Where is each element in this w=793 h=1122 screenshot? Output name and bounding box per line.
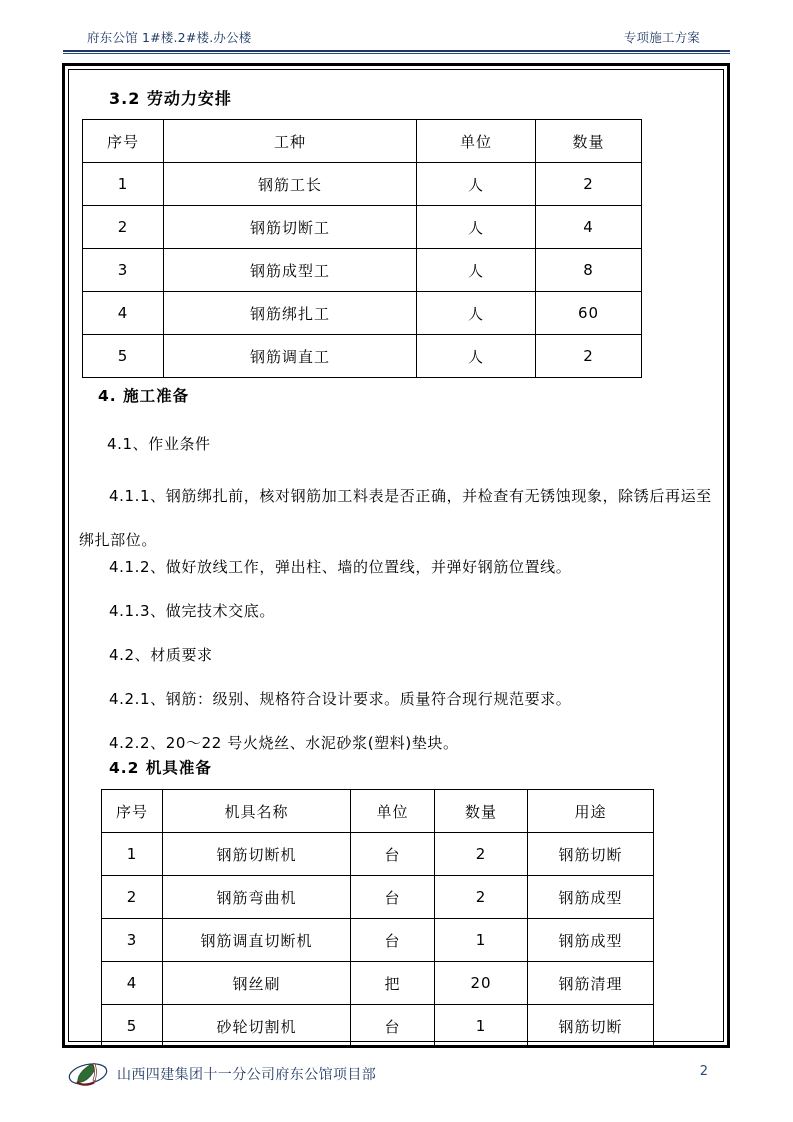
table-row xyxy=(102,962,654,1005)
table-header-row xyxy=(83,120,642,163)
cell-unit: 人 xyxy=(417,249,536,292)
table-row xyxy=(102,833,654,876)
company-leaf-ellipse-logo-icon xyxy=(66,1060,110,1090)
heading-labor-arrangement: 3.2 劳动力安排 xyxy=(109,89,232,108)
cell-qty: 8 xyxy=(536,249,642,292)
cell-unit: 把 xyxy=(351,962,435,1005)
heading-construction-preparation: 4. 施工准备 xyxy=(98,387,190,405)
cell-unit: 人 xyxy=(417,292,536,335)
table-row xyxy=(83,249,642,292)
cell-equipment: 钢丝刷 xyxy=(163,962,351,1005)
cell-unit: 台 xyxy=(351,833,435,876)
equipment-preparation-table xyxy=(101,789,654,1048)
cell-unit: 台 xyxy=(351,919,435,962)
heading-material-requirements: 4.2、材质要求 xyxy=(109,646,213,664)
cell-index: 5 xyxy=(83,335,164,378)
cell-usage: 钢筋切断 xyxy=(528,833,654,876)
cell-unit: 台 xyxy=(351,1005,435,1048)
cell-index: 4 xyxy=(83,292,164,335)
cell-unit: 人 xyxy=(417,163,536,206)
heading-equipment-preparation: 4.2 机具准备 xyxy=(109,759,212,777)
cell-index: 1 xyxy=(102,833,163,876)
table-header-row xyxy=(102,790,654,833)
table-row xyxy=(102,876,654,919)
heading-working-conditions: 4.1、作业条件 xyxy=(107,435,211,453)
column-header-usage: 用途 xyxy=(528,790,654,833)
cell-qty: 1 xyxy=(435,919,528,962)
cell-index: 2 xyxy=(102,876,163,919)
column-header-qty: 数量 xyxy=(435,790,528,833)
cell-equipment: 钢筋调直切断机 xyxy=(163,919,351,962)
header-divider-rule xyxy=(63,50,730,54)
paragraph-4-1-2: 4.1.2、做好放线工作，弹出柱、墙的位置线，并弹好钢筋位置线。 xyxy=(109,558,572,576)
paragraph-4-2-1: 4.2.1、钢筋：级别、规格符合设计要求。质量符合现行规范要求。 xyxy=(109,690,572,708)
cell-trade: 钢筋成型工 xyxy=(164,249,417,292)
footer-page-number: 2 xyxy=(699,1064,708,1079)
table-row xyxy=(102,1005,654,1048)
cell-unit: 台 xyxy=(351,876,435,919)
cell-qty: 4 xyxy=(536,206,642,249)
cell-equipment: 钢筋切断机 xyxy=(163,833,351,876)
cell-equipment: 砂轮切割机 xyxy=(163,1005,351,1048)
column-header-unit: 单位 xyxy=(351,790,435,833)
column-header-unit: 单位 xyxy=(417,120,536,163)
cell-qty: 20 xyxy=(435,962,528,1005)
cell-trade: 钢筋切断工 xyxy=(164,206,417,249)
paragraph-4-1-1: 4.1.1、钢筋绑扎前，核对钢筋加工料表是否正确，并检查有无锈蚀现象，除锈后再运至绑扎部位。 xyxy=(79,487,712,549)
running-footer xyxy=(63,1060,730,1094)
cell-qty: 1 xyxy=(435,1005,528,1048)
cell-trade: 钢筋工长 xyxy=(164,163,417,206)
cell-qty: 2 xyxy=(536,335,642,378)
cell-index: 1 xyxy=(83,163,164,206)
paragraph-4-2-2: 4.2.2、20～22 号火烧丝、水泥砂浆(塑料)垫块。 xyxy=(109,734,459,752)
cell-equipment: 钢筋弯曲机 xyxy=(163,876,351,919)
footer-company-name: 山西四建集团十一分公司府东公馆项目部 xyxy=(117,1067,377,1083)
column-header-qty: 数量 xyxy=(536,120,642,163)
table-row xyxy=(83,292,642,335)
cell-unit: 人 xyxy=(417,335,536,378)
table-row xyxy=(83,335,642,378)
paragraph-4-1-3: 4.1.3、做完技术交底。 xyxy=(109,602,275,620)
cell-qty: 2 xyxy=(435,876,528,919)
header-rule-thin xyxy=(63,53,730,54)
cell-usage: 钢筋成型 xyxy=(528,876,654,919)
cell-index: 3 xyxy=(102,919,163,962)
cell-usage: 钢筋清理 xyxy=(528,962,654,1005)
column-header-index: 序号 xyxy=(83,120,164,163)
table-row xyxy=(102,919,654,962)
table-row xyxy=(83,163,642,206)
column-header-trade: 工种 xyxy=(164,120,417,163)
cell-usage: 钢筋成型 xyxy=(528,919,654,962)
page-content xyxy=(65,66,733,1051)
cell-index: 3 xyxy=(83,249,164,292)
header-document-type: 专项施工方案 xyxy=(623,30,700,45)
cell-index: 4 xyxy=(102,962,163,1005)
cell-qty: 60 xyxy=(536,292,642,335)
header-rule-thick xyxy=(63,50,730,52)
cell-trade: 钢筋调直工 xyxy=(164,335,417,378)
header-project-title: 府东公馆 1#楼.2#楼.办公楼 xyxy=(87,30,252,45)
labor-arrangement-table xyxy=(82,119,642,378)
page-border-frame xyxy=(62,63,730,1048)
column-header-index: 序号 xyxy=(102,790,163,833)
cell-qty: 2 xyxy=(435,833,528,876)
cell-index: 2 xyxy=(83,206,164,249)
cell-unit: 人 xyxy=(417,206,536,249)
column-header-equipment: 机具名称 xyxy=(163,790,351,833)
cell-usage: 钢筋切断 xyxy=(528,1005,654,1048)
cell-index: 5 xyxy=(102,1005,163,1048)
table-row xyxy=(83,206,642,249)
cell-trade: 钢筋绑扎工 xyxy=(164,292,417,335)
cell-qty: 2 xyxy=(536,163,642,206)
